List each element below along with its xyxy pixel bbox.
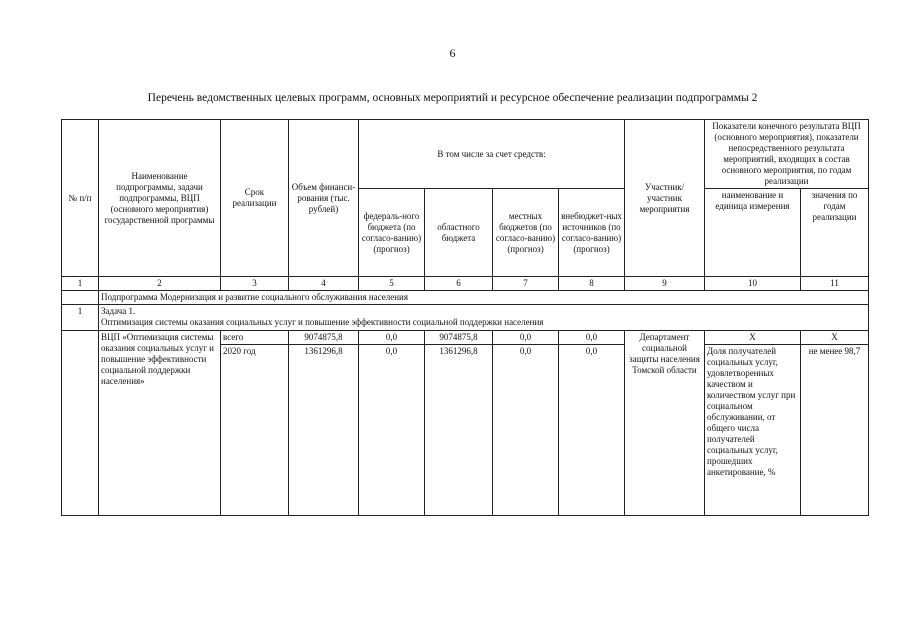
vcp-volume: 1361296,8 xyxy=(289,345,359,516)
vcp-period: 2020 год xyxy=(221,345,289,516)
header-extrabudget: внебюджет-ных источников (по согласо-ванию) (прогноз) xyxy=(559,189,625,277)
header-period: Срок реализации xyxy=(221,120,289,277)
vcp-extrabudget: 0,0 xyxy=(559,331,625,345)
vcp-row-total xyxy=(62,331,869,345)
vcp-extrabudget: 0,0 xyxy=(559,345,625,516)
vcp-indicator-name: Х xyxy=(705,331,801,345)
header-volume: Объем финанси-рования (тыс. рублей) xyxy=(289,120,359,277)
vcp-regional: 1361296,8 xyxy=(425,345,493,516)
column-number: 8 xyxy=(559,277,625,291)
subprogram-row xyxy=(62,291,869,305)
column-number: 7 xyxy=(493,277,559,291)
header-participant: Участник/ участник мероприятия xyxy=(625,120,705,277)
vcp-regional: 9074875,8 xyxy=(425,331,493,345)
vcp-local: 0,0 xyxy=(493,345,559,516)
column-number: 6 xyxy=(425,277,493,291)
header-federal: федераль-ного бюджета (по согласо-ванию) (прогноз) xyxy=(359,189,425,277)
task-number: 1 xyxy=(62,305,99,331)
vcp-federal: 0,0 xyxy=(359,331,425,345)
vcp-participant: Департамент социальной защиты населения Томской области xyxy=(625,331,705,516)
vcp-local: 0,0 xyxy=(493,331,559,345)
header-row-top xyxy=(62,120,869,189)
header-regional: областного бюджета xyxy=(425,189,493,277)
column-numbers-row xyxy=(62,277,869,291)
task-text: Оптимизация системы оказания социальных услуг и повышение эффективности социальной поддержки населения xyxy=(101,317,544,327)
column-number: 11 xyxy=(801,277,869,291)
vcp-indicator-name: Доля получателей социальных услуг, удовлетворенных качеством и количеством услуг при социальном обслуживании, от общего числа получателей социальных услуг, прошедших анкетирование, % xyxy=(705,345,801,516)
task-label: Задача 1. xyxy=(101,306,136,316)
column-number: 3 xyxy=(221,277,289,291)
program-table xyxy=(61,119,869,516)
header-indicator-name: наименование и единица измерения xyxy=(705,189,801,277)
vcp-federal: 0,0 xyxy=(359,345,425,516)
header-number: № п/п xyxy=(62,120,99,277)
column-number: 10 xyxy=(705,277,801,291)
column-number: 2 xyxy=(99,277,221,291)
subprogram-title: Подпрограмма Модернизация и развитие социального обслуживания населения xyxy=(99,291,869,305)
column-number: 1 xyxy=(62,277,99,291)
column-number: 9 xyxy=(625,277,705,291)
header-local: местных бюджетов (по согласо-ванию) (прогноз) xyxy=(493,189,559,277)
task-row xyxy=(62,305,869,331)
vcp-number-cell xyxy=(62,331,99,516)
header-indicators-group: Показатели конечного результата ВЦП (основного мероприятия), показатели непосредственного результата мероприятий, входящих в состав основного мероприятия, по годам реализации xyxy=(705,120,869,189)
vcp-indicator-value: Х xyxy=(801,331,869,345)
header-sources-group: В том числе за счет средств: xyxy=(359,120,625,189)
vcp-indicator-value: не менее 98,7 xyxy=(801,345,869,516)
header-name: Наименование подпрограммы, задачи подпрограммы, ВЦП (основного мероприятия) государственной программы xyxy=(99,120,221,277)
vcp-period: всего xyxy=(221,331,289,345)
column-number: 4 xyxy=(289,277,359,291)
subprogram-number-cell xyxy=(62,291,99,305)
document-title: Перечень ведомственных целевых программ, основных мероприятий и ресурсное обеспечение реализации подпрограммы 2 xyxy=(147,92,758,104)
page-number: 6 xyxy=(449,46,456,60)
header-indicator-values: значения по годам реализации xyxy=(801,189,869,277)
column-number: 5 xyxy=(359,277,425,291)
task-cell xyxy=(99,305,869,331)
vcp-name: ВЦП «Оптимизация системы оказания социальных услуг и повышение эффективности социальной поддержки населения» xyxy=(99,331,221,516)
vcp-volume: 9074875,8 xyxy=(289,331,359,345)
